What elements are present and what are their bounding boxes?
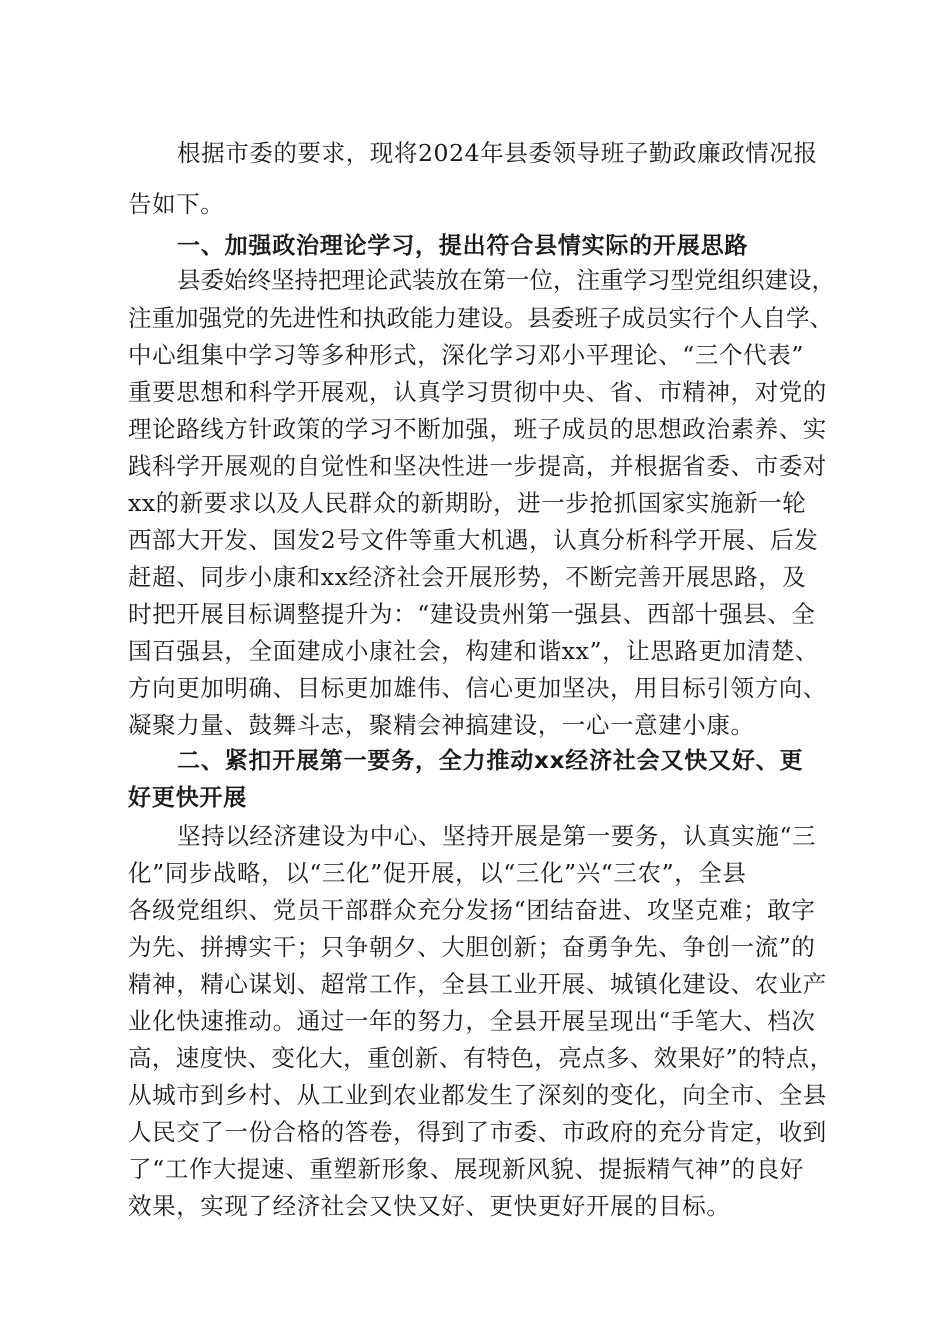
- paragraph-line: 重要思想和科学开展观，认真学习贯彻中央、省、市精神，对党的: [128, 378, 827, 406]
- paragraph-line: 方向更加明确、目标更加雄伟、信心更加坚决，用目标引领方向、: [128, 674, 827, 702]
- intro-line: 根据市委的要求，现将2024年县委领导班子勤政廉政情况报: [177, 139, 818, 167]
- paragraph-line: 从城市到乡村、从工业到农业都发生了深刻的变化，向全市、全县: [128, 1081, 827, 1109]
- paragraph-line: 效果，实现了经济社会又快又好、更快更好开展的目标。: [128, 1192, 731, 1220]
- section-heading: 好更快开展: [128, 785, 247, 811]
- paragraph-line: 为先、拼搏实干；只争朝夕、大胆创新；奋勇争先、争创一流”的: [128, 933, 816, 961]
- paragraph-line: 西部大开发、国发2号文件等重大机遇，认真分析科学开展、后发: [128, 526, 819, 554]
- paragraph-line: 高，速度快、变化大，重创新、有特色，亮点多、效果好”的特点，: [128, 1044, 834, 1072]
- paragraph-line: xx的新要求以及人民群众的新期盼，进一步抢抓国家实施新一轮: [128, 489, 807, 517]
- paragraph-line: 县委始终坚持把理论武装放在第一位，注重学习型党组织建设，: [177, 266, 835, 294]
- intro-line: 告如下。: [128, 190, 225, 218]
- paragraph-line: 人民交了一份合格的答卷，得到了市委、市政府的充分肯定，收到: [128, 1118, 827, 1146]
- paragraph-line: 理论路线方针政策的学习不断加强，班子成员的思想政治素养、实: [128, 415, 827, 443]
- paragraph-line: 践科学开展观的自觉性和坚决性进一步提高，并根据省委、市委对: [128, 452, 827, 480]
- paragraph-line: 国百强县，全面建成小康社会，构建和谐xx”，让思路更加清楚、: [128, 637, 820, 665]
- paragraph-line: 赶超、同步小康和xx经济社会开展形势，不断完善开展思路，及: [128, 563, 807, 591]
- section-heading: 二、紧扣开展第一要务，全力推动xx经济社会又快又好、更: [177, 748, 804, 774]
- paragraph-line: 注重加强党的先进性和执政能力建设。县委班子成员实行个人自学、: [128, 304, 833, 332]
- paragraph-line: 化”同步战略，以“三化”促开展，以“三化”兴“三农”，全县: [128, 859, 747, 887]
- paragraph-line: 凝聚力量、鼓舞斗志，聚精会神搞建设，一心一意建小康。: [128, 711, 755, 739]
- section-heading: 一、加强政治理论学习，提出符合县情实际的开展思路: [177, 233, 749, 259]
- paragraph-line: 了“工作大提速、重塑新形象、展现新风貌、提振精气神”的良好: [128, 1155, 804, 1183]
- paragraph-line: 中心组集中学习等多种形式，深化学习邓小平理论、“三个代表”: [128, 341, 804, 369]
- paragraph-line: 精神，精心谋划、超常工作，全县工业开展、城镇化建设、农业产: [128, 970, 827, 998]
- paragraph-line: 业化快速推动。通过一年的努力，全县开展呈现出“手笔大、档次: [128, 1007, 816, 1035]
- paragraph-line: 时把开展目标调整提升为：“建设贵州第一强县、西部十强县、全: [128, 600, 816, 628]
- paragraph-line: 坚持以经济建设为中心、坚持开展是第一要务，认真实施“三: [177, 822, 817, 850]
- paragraph-line: 各级党组织、党员干部群众充分发扬“团结奋进、攻坚克难；敢字: [128, 896, 816, 924]
